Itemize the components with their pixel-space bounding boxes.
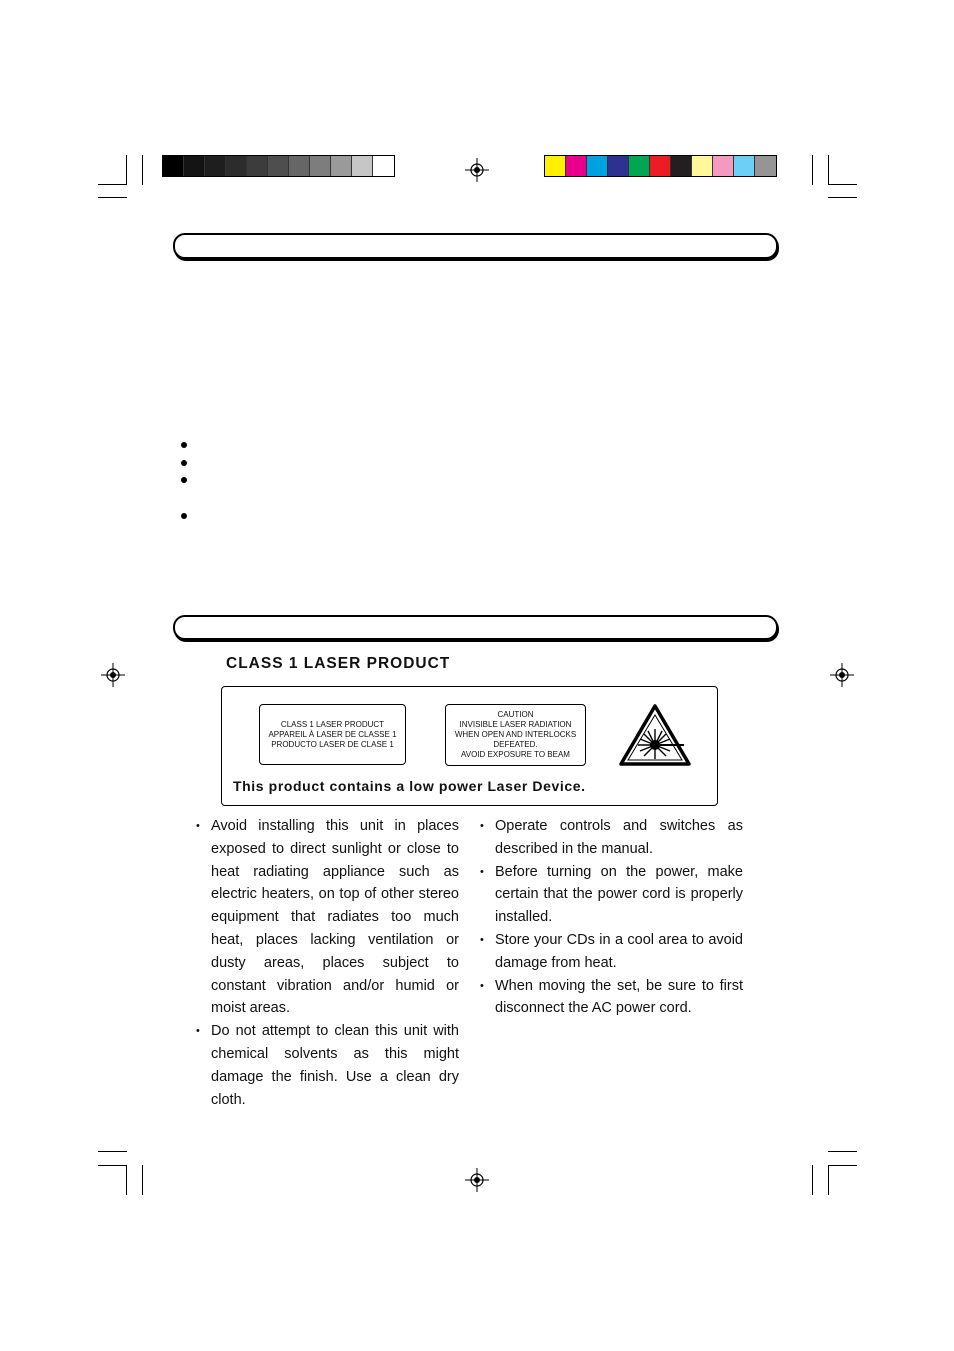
class-label-line: PRODUCTO LASER DE CLASE 1	[271, 739, 394, 749]
calibration-swatch	[629, 156, 650, 176]
caution-label-line: INVISIBLE LASER RADIATION	[459, 720, 572, 729]
precaution-item: • When moving the set, be sure to first disconnect the AC power cord.	[480, 975, 743, 1021]
laser-heading: CLASS 1 LASER PRODUCT	[226, 655, 451, 672]
calibration-swatch	[650, 156, 671, 176]
caution-label	[445, 704, 586, 766]
registration-mark-icon	[830, 663, 854, 687]
calibration-swatch	[226, 156, 247, 176]
calibration-swatch	[331, 156, 352, 176]
calibration-swatch	[373, 156, 394, 176]
bullet-point	[181, 442, 187, 448]
registration-mark-icon	[101, 663, 125, 687]
precaution-item: • Do not attempt to clean this unit with chemical solvents as this might damage the finish. Use a clean dry cloth.	[196, 1020, 459, 1111]
calibration-swatch	[268, 156, 289, 176]
section-header-bar-top	[173, 233, 778, 259]
class-1-label	[259, 704, 406, 765]
calibration-swatch	[163, 156, 184, 176]
laser-warning-icon	[618, 703, 692, 767]
caution-label-line: WHEN OPEN AND INTERLOCKS	[454, 730, 577, 739]
calibration-swatch	[247, 156, 268, 176]
bullet-point	[181, 477, 187, 483]
registration-mark-icon	[465, 158, 489, 182]
precaution-item: • Before turning on the power, make certain that the power cord is properly installed.	[480, 861, 743, 929]
caution-label-line: CAUTION	[497, 710, 534, 719]
bullet-point	[181, 513, 187, 519]
calibration-swatch	[545, 156, 566, 176]
precautions-right-column	[480, 815, 743, 1020]
calibration-swatch	[310, 156, 331, 176]
precaution-item: • Operate controls and switches as described in the manual.	[480, 815, 743, 861]
section-header-bar-laser	[173, 615, 778, 640]
precautions-left-column	[196, 815, 459, 1111]
precaution-item: • Avoid installing this unit in places exposed to direct sunlight or close to heat radiating appliance such as electric heaters, on top of other stereo equipment that radiates too much heat, places lacking ventilation or dusty areas, places subject to constant vibration and/or humid or moist areas.	[196, 815, 459, 1020]
calibration-swatch	[205, 156, 226, 176]
calibration-swatch	[289, 156, 310, 176]
laser-device-note: This product contains a low power Laser Device.	[233, 778, 586, 794]
caution-label-line: DEFEATED.	[493, 740, 538, 749]
class-label-line: APPAREIL À LASER DE CLASSE 1	[268, 729, 397, 739]
calibration-swatch	[587, 156, 608, 176]
calibration-swatch	[713, 156, 734, 176]
calibration-swatch	[692, 156, 713, 176]
calibration-swatch	[608, 156, 629, 176]
calibration-swatch	[755, 156, 776, 176]
class-label-line: CLASS 1 LASER PRODUCT	[280, 719, 385, 729]
calibration-swatch	[566, 156, 587, 176]
calibration-swatch	[671, 156, 692, 176]
caution-label-line: AVOID EXPOSURE TO BEAM	[461, 750, 570, 759]
calibration-swatch	[184, 156, 205, 176]
laser-label-panel	[221, 686, 718, 806]
bullet-point	[181, 460, 187, 466]
registration-mark-icon	[465, 1168, 489, 1192]
calibration-swatch	[734, 156, 755, 176]
calibration-swatch	[352, 156, 373, 176]
color-calibration-bar	[544, 155, 777, 177]
grayscale-calibration-bar	[162, 155, 395, 177]
precaution-item: • Store your CDs in a cool area to avoid damage from heat.	[480, 929, 743, 975]
